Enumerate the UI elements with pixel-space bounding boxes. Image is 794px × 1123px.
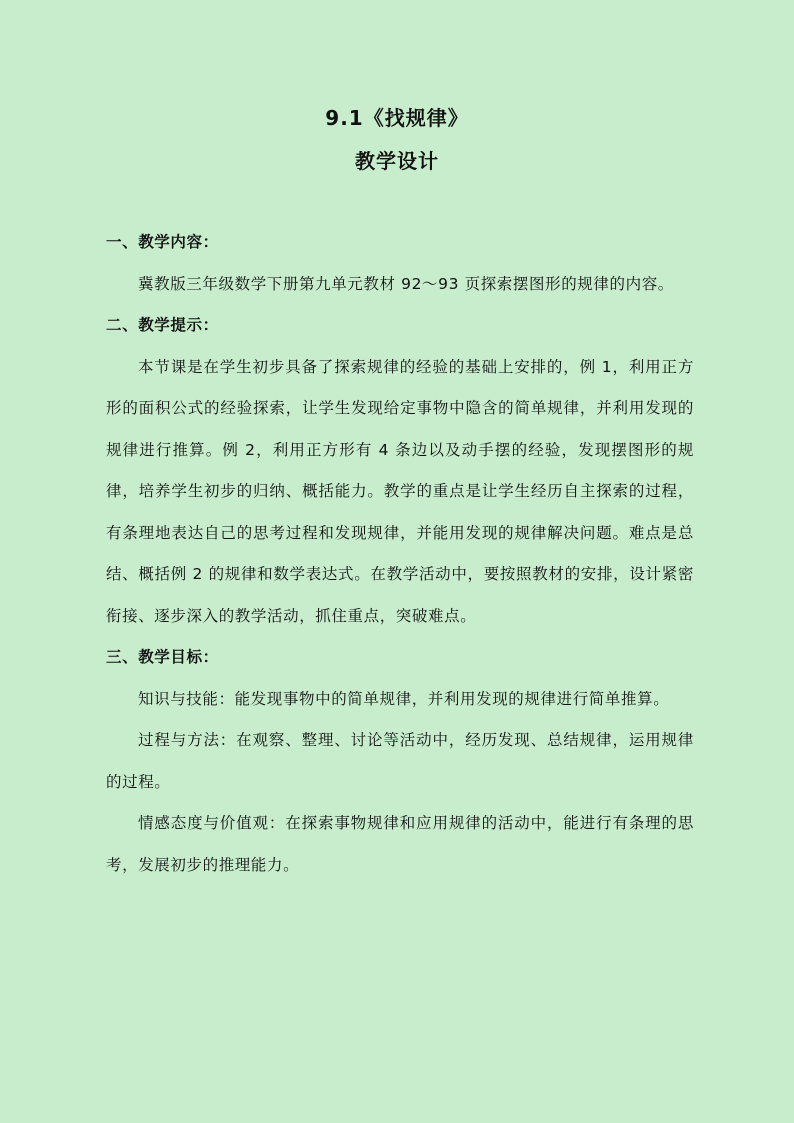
document-subtitle: 教学设计 xyxy=(355,149,439,173)
goal-process-paragraph: 过程与方法：在观察、整理、讨论等活动中，经历发现、总结规律，运用规律的过程。 xyxy=(106,731,694,791)
section-heading-tips: 二、教学提示： xyxy=(106,316,219,334)
goal-knowledge-paragraph: 知识与技能：能发现事物中的简单规律，并利用发现的规律进行简单推算。 xyxy=(138,689,670,708)
goal-attitude-paragraph: 情感态度与价值观：在探索事物规律和应用规律的活动中，能进行有条理的思考，发展初步的推理能力。 xyxy=(106,814,694,874)
section-tips-paragraph: 本节课是在学生初步具备了探索规律的经验的基础上安排的，例 1，利用正方形的面积公式的经验探索，让学生发现给定事物中隐含的简单规律，并利用发现的规律进行推算。例 2，利用正方形有 4 条边以及动手摆的经验，发现摆图形的规律，培养学生初步的归纳、概括能力。教学的重点是让学生经历自主探索的过程，有条理地表达自己的思考过程和发现规律，并能用发现的规律解决问题。难点是总结、概括例 2 的规律和数学表达式。在教学活动中，要按照教材的安排，设计紧密衔接、逐步深入的教学活动，抓住重点，突破难点。 xyxy=(106,357,694,625)
document-body xyxy=(106,222,694,886)
document-title: 9.1《找规律》 xyxy=(325,106,469,130)
section-heading-content: 一、教学内容： xyxy=(106,233,219,251)
section-content-paragraph: 冀教版三年级数学下册第九单元教材 92～93 页探索摆图形的规律的内容。 xyxy=(138,274,674,293)
section-heading-goals: 三、教学目标： xyxy=(106,648,219,666)
